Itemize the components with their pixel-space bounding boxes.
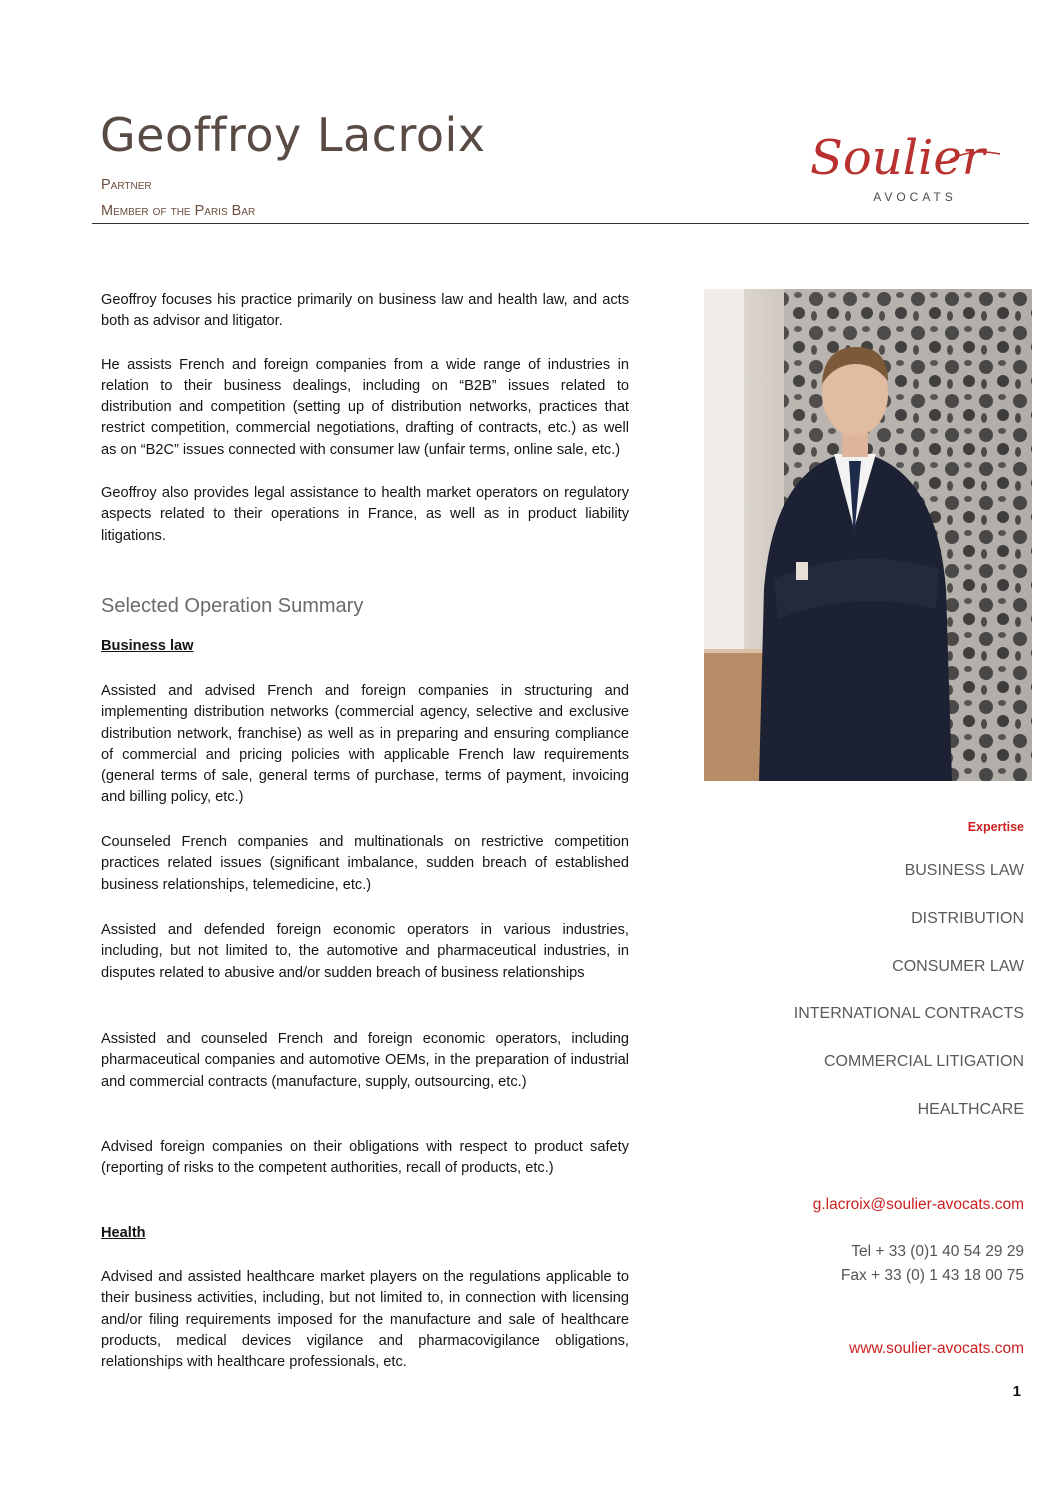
health-item: Advised and assisted healthcare market players on the regulations applicable to their business activities, including, but not limited to, in connection with licensing and/or filing requirements imposed for the manufacture and sale of healthcare products, medical devices vigilance and pharmacovigilance obligations, relationships with healthcare professionals, etc.: [101, 1269, 629, 1371]
website-link[interactable]: www.soulier-avocats.com: [849, 1340, 1024, 1357]
business-law-heading: Business law: [101, 638, 194, 654]
expertise-title: Expertise: [967, 820, 1024, 834]
business-item: Advised foreign companies on their obligations with respect to product safety (reporting of risks to the competent authorities, recall of products, etc.): [101, 1139, 629, 1177]
role-title: Partner: [101, 177, 152, 193]
intro-paragraph: He assists French and foreign companies from a wide range of industries in relation to their business dealings, including on “B2B” issues related to distribution and competition (setting up of distribution networks, practices that restrict competition, commercial negotiations, drafting of contracts, etc.) as well as on “B2C” issues connected with consumer law (unfair terms, online sale, etc.): [101, 356, 629, 458]
email-link[interactable]: g.lacroix@soulier-avocats.com: [812, 1196, 1024, 1213]
health-heading: Health: [101, 1225, 146, 1241]
summary-heading: Selected Operation Summary: [101, 595, 364, 617]
logo-subtitle: AVOCATS: [873, 190, 957, 204]
phone-number: Tel + 33 (0)1 40 54 29 29: [851, 1243, 1024, 1260]
person-name: Geoffroy Lacroix: [100, 108, 486, 162]
expertise-item: INTERNATIONAL CONTRACTS: [793, 1005, 1024, 1022]
bar-membership: Member of the Paris Bar: [101, 203, 256, 219]
intro-paragraph: Geoffroy also provides legal assistance to health market operators on regulatory aspects related to their operations in France, as well as in product liability litigations.: [101, 485, 629, 544]
expertise-item: CONSUMER LAW: [892, 958, 1024, 975]
expertise-item: DISTRIBUTION: [911, 910, 1024, 927]
business-item: Assisted and advised French and foreign companies in structuring and implementing distribution networks (commercial agency, selective and exclusive distribution network, franchise) as well as in preparing and ensuring compliance of commercial and pricing policies with applicable French law requirements (general terms of sale, general terms of purchase, terms of payment, invoicing and billing policy, etc.): [101, 683, 629, 806]
business-item: Counseled French companies and multinationals on restrictive competition practices related issues (significant imbalance, sudden breach of established business relationships, telemedicine, etc.): [101, 834, 629, 893]
portrait-photo: [704, 289, 1032, 781]
business-item: Assisted and defended foreign economic operators in various industries, including, but not limited to, the automotive and pharmaceutical industries, in disputes related to abusive and/or sudden breach of business relationships: [101, 922, 629, 981]
expertise-item: COMMERCIAL LITIGATION: [823, 1053, 1024, 1070]
expertise-item: HEALTHCARE: [917, 1101, 1024, 1118]
expertise-item: BUSINESS LAW: [904, 862, 1024, 879]
intro-paragraph: Geoffroy focuses his practice primarily on business law and health law, and acts both as advisor and litigator.: [101, 292, 629, 330]
logo-wordmark: Soulier: [810, 130, 985, 186]
fax-number: Fax + 33 (0) 1 43 18 00 75: [840, 1267, 1024, 1284]
business-item: Assisted and counseled French and foreign economic operators, including pharmaceutical companies and automotive OEMs, in the preparation of industrial and commercial contracts (manufacture, supply, outsourcing, etc.): [101, 1031, 629, 1090]
header-divider: [92, 223, 1029, 224]
page-number: 1: [1012, 1383, 1021, 1400]
intro-section: [101, 290, 629, 547]
